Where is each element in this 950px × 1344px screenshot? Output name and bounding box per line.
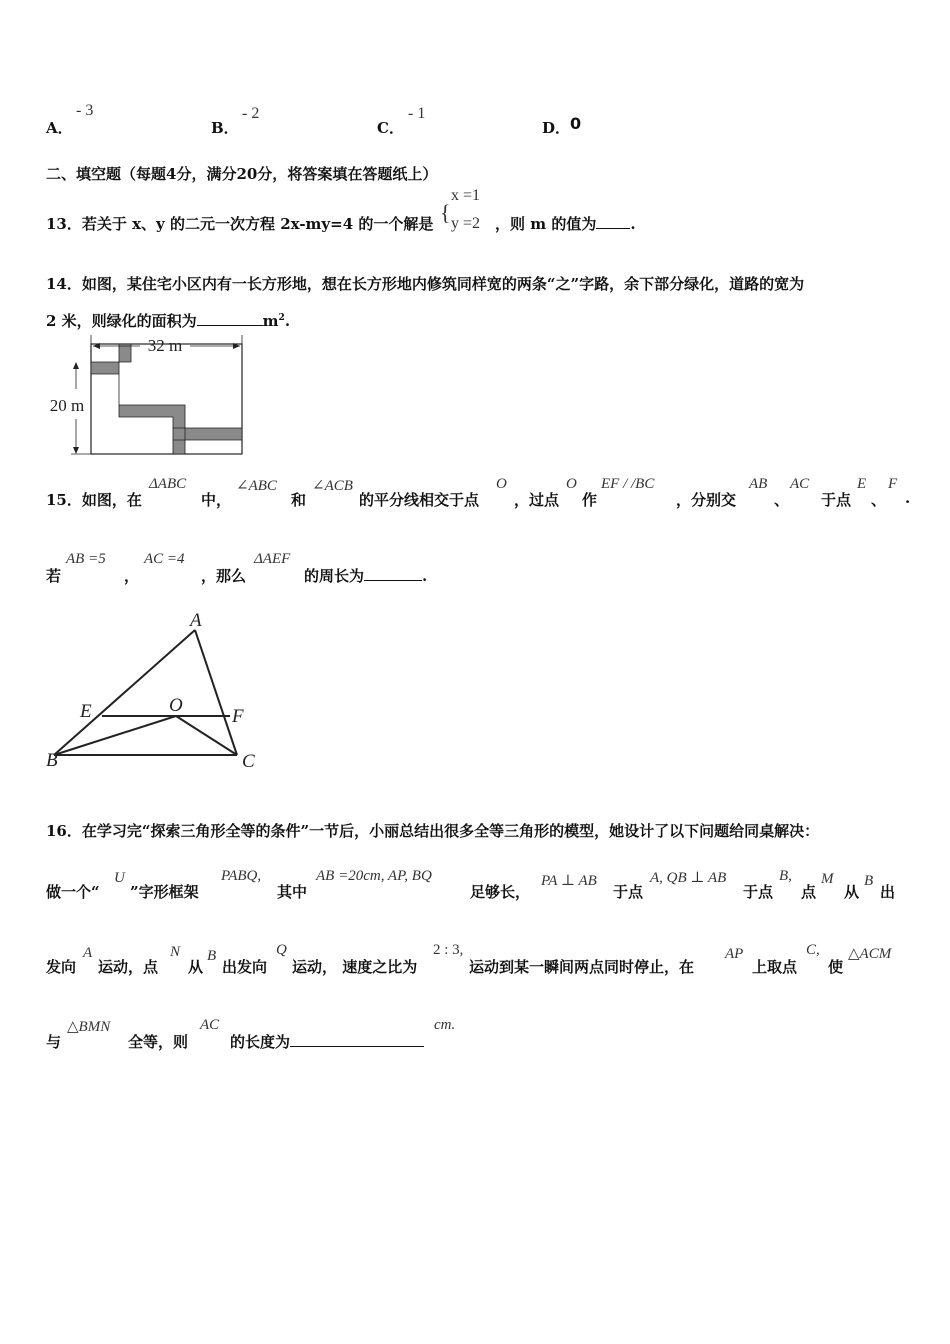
choice-a-label: A． xyxy=(46,119,73,137)
q16-math-b1: B, xyxy=(779,868,792,884)
q16-l2-text-6: 于点 xyxy=(743,883,774,901)
q15-answer-blank xyxy=(364,566,422,581)
q16-math-q: Q xyxy=(276,942,287,958)
q15-end: . xyxy=(422,567,428,585)
q16-math-ap: AP xyxy=(725,946,744,962)
q16-l4-text-2: 全等，则 xyxy=(128,1033,189,1051)
q15-l2-text-4: 的周长为 xyxy=(304,567,365,585)
q16-unit: cm. xyxy=(434,1017,456,1033)
q16-math-u: U xyxy=(114,870,125,886)
choice-d-label: D． xyxy=(542,119,571,137)
q15-math-o1: O xyxy=(496,476,507,492)
q15-math-angle-abc: ∠ABC xyxy=(236,478,277,494)
q16-l3-text-4: 出发向 xyxy=(222,958,268,976)
q15-math-f: F xyxy=(888,476,898,492)
q16-math-m: M xyxy=(821,871,834,887)
segment-bo xyxy=(54,716,176,755)
q13-eq2: y =2 xyxy=(451,215,481,232)
q13-text: 13．若关于 x、y 的二元一次方程 2x-my=4 的一个解是 xyxy=(46,215,434,233)
q15-math-aef: ΔAEF xyxy=(254,551,291,567)
q14-unit: m xyxy=(262,312,279,330)
q16-math-b3: B xyxy=(207,948,217,964)
q14-line2 xyxy=(46,310,290,331)
label-b: B xyxy=(46,750,58,771)
q15-math-ab: AB xyxy=(749,476,768,492)
q16-l2-text-4: 足够长， xyxy=(470,883,531,901)
label-o: O xyxy=(169,695,183,716)
q16-l3-text-2: 运动，点 xyxy=(98,958,159,976)
label-c: C xyxy=(242,751,255,772)
segment-oc xyxy=(176,716,237,755)
label-a: A xyxy=(190,610,202,631)
q14-ask: 2 米，则绿化的面积为 xyxy=(46,312,197,330)
q15-text-1: 15．如图，在 xyxy=(46,491,142,509)
q15-text-11: . xyxy=(905,489,911,507)
q16-l2-text-3: 其中 xyxy=(277,883,308,901)
q16-l3-text-8: 使 xyxy=(828,958,844,976)
q13-text-b xyxy=(495,213,636,234)
q16-l4-text-3: 的长度为 xyxy=(230,1033,291,1051)
q15-math-angle-acb: ∠ACB xyxy=(312,478,353,494)
q16-math-b2: B xyxy=(864,873,874,889)
label-f: F xyxy=(232,706,244,727)
q16-math-acm: △ACM xyxy=(848,946,892,962)
section-title: 二、填空题（每题4分，满分20分，将答案填在答题纸上） xyxy=(46,165,438,183)
q15-math-ef-bc: EF / /BC xyxy=(601,476,655,492)
choice-b-value: - 2 xyxy=(242,105,260,122)
q16-answer-blank xyxy=(290,1032,424,1047)
q16-l2-text-2: ”字形框架 xyxy=(130,883,199,901)
q14-unit-sup: 2 xyxy=(278,313,285,323)
q16-l3-text-7: 上取点 xyxy=(752,958,798,976)
q16-math-pa-perp: PA ⊥ AB xyxy=(541,873,597,889)
q16-math-a: A xyxy=(83,945,93,961)
q16-math-n: N xyxy=(170,944,181,960)
q15-text-2: 中， xyxy=(201,491,232,509)
q16-math-ab20: AB =20cm, AP, BQ xyxy=(316,868,432,884)
q15-text-6: 作 xyxy=(582,491,598,509)
q16-math-qb-perp: A, QB ⊥ AB xyxy=(650,870,727,886)
q13-eq1: x =1 xyxy=(451,187,481,204)
q15-l2-ask xyxy=(304,565,427,586)
choice-c-label: C． xyxy=(377,119,404,137)
choice-d-value: 0 xyxy=(570,114,582,133)
choice-a-value: - 3 xyxy=(76,102,94,119)
q14-figure xyxy=(40,333,250,458)
q16-math-bmn: △BMN xyxy=(67,1019,111,1035)
q15-text-8: 、 xyxy=(774,491,790,509)
q15-math-ac: AC xyxy=(790,476,810,492)
q15-l2-text-3: ，那么 xyxy=(201,567,247,585)
q15-l2-text-1: 若 xyxy=(46,567,62,585)
q16-l4-ask xyxy=(230,1031,424,1052)
q16-l2-text-1: 做一个“ xyxy=(46,883,100,901)
q13-brace: { xyxy=(440,200,451,225)
q14-end: . xyxy=(284,312,291,330)
q15-math-abc: ΔABC xyxy=(149,476,187,492)
q14-answer-blank xyxy=(197,311,263,326)
q15-figure xyxy=(40,605,280,775)
q16-l3-text-6: 运动到某一瞬间两点同时停止，在 xyxy=(469,958,695,976)
choice-b-label: B． xyxy=(211,119,239,137)
fig-height-label: 20 m xyxy=(49,396,85,415)
q16-l2-text-9: 出 xyxy=(880,883,896,901)
side-ab xyxy=(54,630,195,755)
q16-l2-text-8: 从 xyxy=(844,883,860,901)
q16-math-ratio: 2 : 3, xyxy=(433,942,464,958)
q15-text-9: 于点 xyxy=(821,491,852,509)
q16-l3-text-1: 发向 xyxy=(46,958,77,976)
q16-math-pabq: PABQ, xyxy=(221,868,262,884)
q15-math-e: E xyxy=(857,476,867,492)
q15-text-7: ，分别交 xyxy=(676,491,737,509)
q16-line1: 16．在学习完“探索三角形全等的条件”一节后，小丽总结出很多全等三角形的模型，她设计了以下问题给同桌解决： xyxy=(46,822,820,840)
q15-l2-text-2: ， xyxy=(124,567,140,585)
q15-math-ac4: AC =4 xyxy=(144,551,185,567)
choice-c-value: - 1 xyxy=(408,105,426,122)
fig-width-label: 32 m xyxy=(147,336,183,355)
q16-l4-text-1: 与 xyxy=(46,1033,62,1051)
q16-l3-text-5: 运动， 速度之比为 xyxy=(292,958,418,976)
q16-l2-text-5: 于点 xyxy=(613,883,644,901)
q13-answer-blank xyxy=(596,214,630,229)
q15-math-ab5: AB =5 xyxy=(66,551,106,567)
q15-text-4: 的平分线相交于点 xyxy=(359,491,480,509)
q16-l3-text-3: 从 xyxy=(188,958,204,976)
q13-end: . xyxy=(630,215,636,233)
q15-text-10: 、 xyxy=(871,491,887,509)
q16-l2-text-7: 点 xyxy=(801,883,817,901)
q14-line1: 14．如图，某住宅小区内有一长方形地，想在长方形地内修筑同样宽的两条“之”字路，余下部分绿化，道路的宽为 xyxy=(46,275,805,293)
side-ac xyxy=(195,630,237,755)
q16-math-c: C, xyxy=(806,942,820,958)
q13-ask: ，则 m 的值为 xyxy=(495,215,597,233)
q15-math-o2: O xyxy=(566,476,577,492)
q16-math-ac2: AC xyxy=(200,1017,220,1033)
q15-text-5: ，过点 xyxy=(514,491,560,509)
q15-text-3: 和 xyxy=(291,491,307,509)
label-e: E xyxy=(80,701,92,722)
